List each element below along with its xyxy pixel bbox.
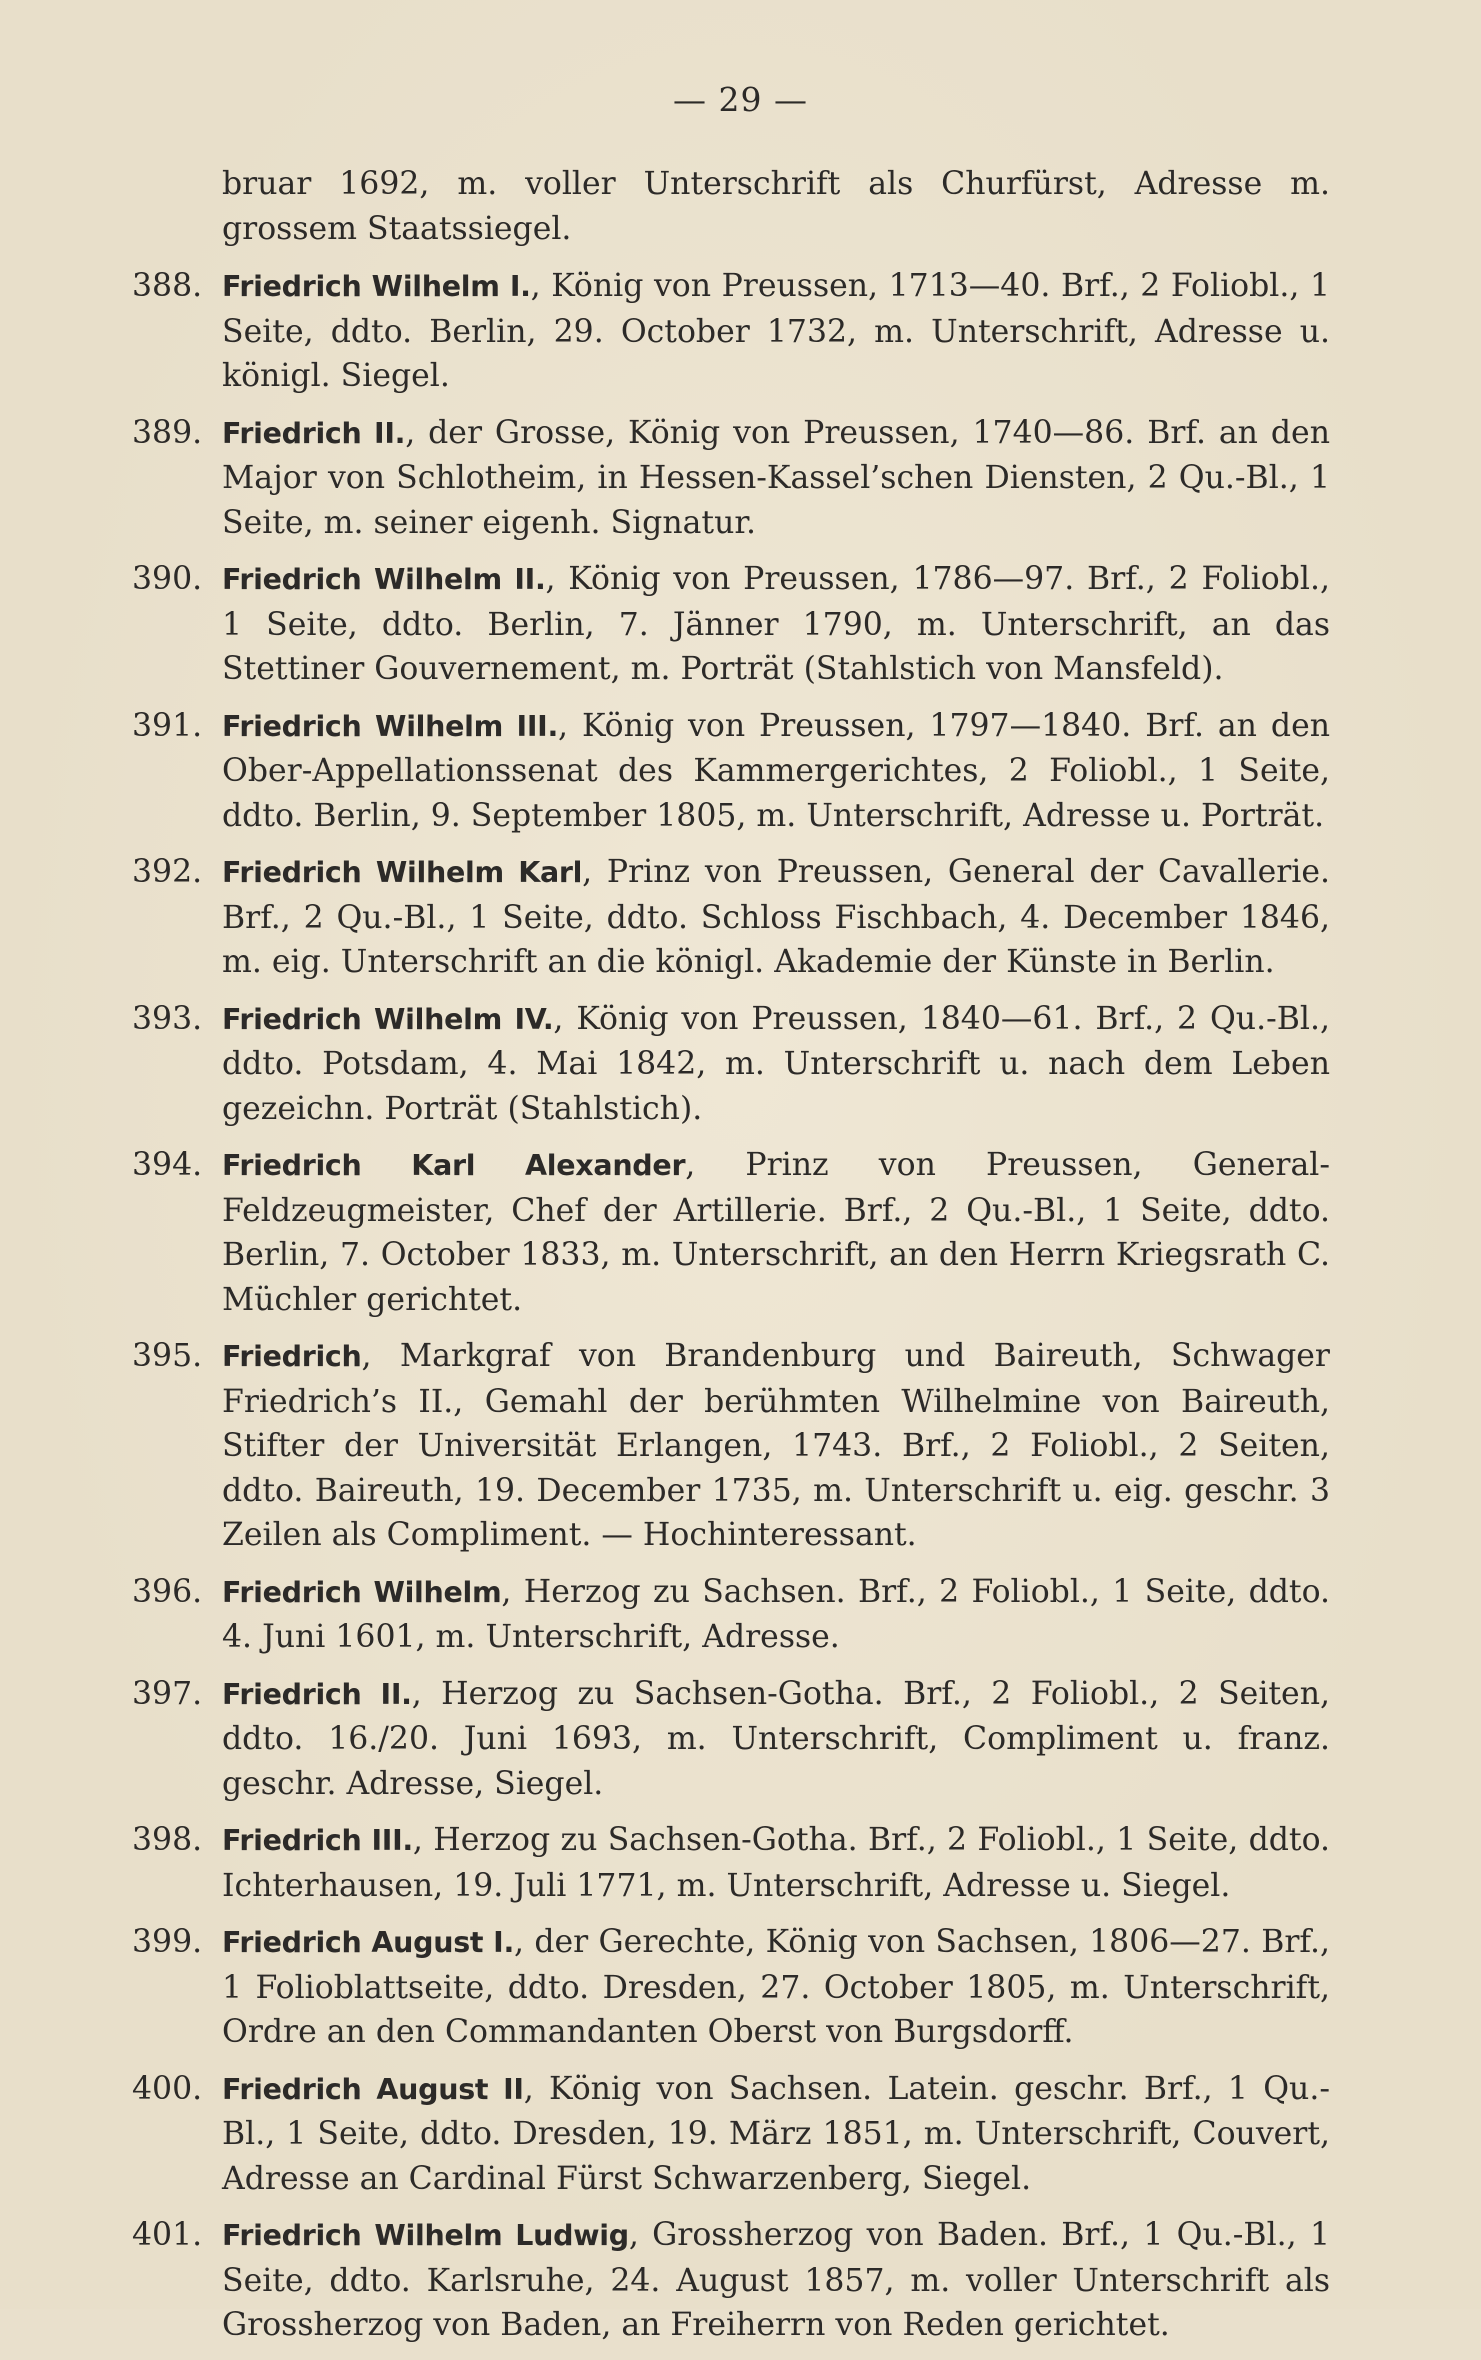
entry-description: , Herzog zu Sachsen-Gotha. Brf., 2 Foliobl., 2 Seiten, ddto. 16./20. Juni 1693, m. Unterschrift, Compliment u. franz. geschr. Adresse, Siegel. <box>222 1675 1331 1802</box>
entry-name: Friedrich Wilhelm Ludwig <box>222 2219 629 2252</box>
catalog-entry <box>132 264 1330 399</box>
catalog-entry <box>132 411 1330 546</box>
entry-name: Friedrich Wilhelm <box>222 1575 502 1609</box>
entry-number: 393. <box>132 1000 203 1037</box>
page-number: — 29 — <box>673 80 808 119</box>
entry-description: , Markgraf von Brandenburg und Baireuth, Schwager Friedrich’s II., Gemahl der berühmten Wilhelmine von Baireuth, Stifter der Universität Erlangen, 1743. Brf., 2 Foliobl., 2 Seiten, ddto. Baireuth, 19. December 1735, m. Unterschrift u. eig. geschr. 3 Zeilen als Compliment. — Hochinteressant. <box>222 1338 1330 1553</box>
catalog-entry <box>132 557 1330 692</box>
entry-name: Friedrich Wilhelm IV. <box>222 1002 554 1036</box>
entry-description: , Herzog zu Sachsen-Gotha. Brf., 2 Foliobl., 1 Seite, ddto. Ichterhausen, 19. Juli 1771, m. Unterschrift, Adresse u. Siegel. <box>222 1822 1330 1904</box>
entry-description: , Prinz von Preussen, General der Cavallerie. Brf., 2 Qu.-Bl., 1 Seite, ddto. Schloss Fischbach, 4. December 1846, m. eig. Unterschrift an die königl. Akademie der Künste in Berlin. <box>222 854 1330 980</box>
entry-name: Friedrich August II <box>222 2072 524 2106</box>
entry-number: 392. <box>132 854 203 890</box>
entry-description: , der Grosse, König von Preussen, 1740—86. Brf. an den Major von Schlotheim, in Hessen-Kassel’schen Diensten, 2 Qu.-Bl., 1 Seite, m. seiner eigenh. Signatur. <box>222 414 1330 541</box>
catalog-entry <box>132 704 1330 839</box>
entry-description: , König von Preussen, 1786—97. Brf., 2 Foliobl., 1 Seite, ddto. Berlin, 7. Jänner 1790, m. Unterschrift, an das Stettiner Gouvernement, m. Porträt (Stahlstich von Mansfeld). <box>222 561 1330 687</box>
entry-number: 401. <box>132 2217 203 2253</box>
entry-name: Friedrich Wilhelm I. <box>222 270 531 303</box>
catalog-entry <box>132 1334 1330 1558</box>
entry-number: 394. <box>132 1147 203 1183</box>
entry-description: , Prinz von Preussen, General-Feldzeugmeister, Chef der Artillerie. Brf., 2 Qu.-Bl., 1 Seite, ddto. Berlin, 7. October 1833, m. Unterschrift, an den Herrn Kriegsrath C. Müchler gerichtet. <box>222 1147 1330 1318</box>
entry-name: Friedrich III. <box>222 1824 413 1857</box>
catalog-entry <box>132 1818 1330 1908</box>
entry-number: 400. <box>132 2070 203 2107</box>
entry-name: Friedrich Karl Alexander <box>222 1149 686 1182</box>
entry-name: Friedrich Wilhelm Karl <box>222 856 583 889</box>
entry-number: 388. <box>132 268 203 304</box>
entry-description: , der Gerechte, König von Sachsen, 1806—27. Brf., 1 Folioblattseite, ddto. Dresden, 27. October 1805, m. Unterschrift, Ordre an den Commandanten Oberst von Burgsdorff. <box>222 1924 1330 2050</box>
entry-description: , König von Preussen, 1840—61. Brf., 2 Qu.-Bl., ddto. Potsdam, 4. Mai 1842, m. Unterschrift u. nach dem Leben gezeichn. Porträt (Stahlstich). <box>222 1000 1330 1127</box>
entry-description: , Grossherzog von Baden. Brf., 1 Qu.-Bl., 1 Seite, ddto. Karlsruhe, 24. August 1857, m. voller Unterschrift als Grossherzog von Baden, an Freiherrn von Reden gerichtet. <box>222 2217 1331 2343</box>
entry-description: , König von Preussen, 1713—40. Brf., 2 Foliobl., 1 Seite, ddto. Berlin, 29. October 1732, m. Unterschrift, Adresse u. königl. Siegel. <box>222 268 1330 394</box>
entry-number: 399. <box>132 1924 203 1960</box>
entry-description: , König von Preussen, 1797—1840. Brf. an den Ober-Appellationssenat des Kammergerichtes, 2 Foliobl., 1 Seite, ddto. Berlin, 9. September 1805, m. Unterschrift, Adresse u. Porträt. <box>222 707 1330 834</box>
entry-description: , König von Sachsen. Latein. geschr. Brf., 1 Qu.-Bl., 1 Seite, ddto. Dresden, 19. März 1851, m. Unterschrift, Couvert, Adresse an Cardinal Fürst Schwarzenberg, Siegel. <box>222 2070 1331 2197</box>
catalog-entry <box>132 1672 1331 1807</box>
catalog-entry <box>132 2213 1331 2348</box>
catalog-entry <box>132 1570 1330 1660</box>
entry-number: 397. <box>132 1675 203 1712</box>
entry-description: , Herzog zu Sachsen. Brf., 2 Foliobl., 1 Seite, ddto. 4. Juni 1601, m. Unterschrift, Adresse. <box>222 1573 1330 1655</box>
catalog-entry <box>132 2067 1331 2202</box>
entry-name: Friedrich II. <box>222 1677 412 1711</box>
entry-name: Friedrich <box>222 1340 362 1373</box>
catalog-entry <box>132 1143 1330 1322</box>
entry-number: 391. <box>132 707 203 744</box>
entry-name: Friedrich Wilhelm II. <box>222 563 546 596</box>
entry-name: Friedrich August I. <box>222 1926 515 1959</box>
catalog-entry <box>132 1920 1330 2055</box>
continued-entry-text: bruar 1692, m. voller Unterschrift als Churfürst, Adresse m. grossem Staatssiegel. <box>222 166 1330 247</box>
entry-number: 396. <box>132 1573 203 1610</box>
entry-name: Friedrich II. <box>222 416 406 450</box>
catalog-entry <box>132 997 1330 1132</box>
entry-name: Friedrich Wilhelm III. <box>222 709 558 743</box>
catalog-entry <box>132 850 1330 985</box>
entry-number: 389. <box>132 414 203 451</box>
entry-number: 390. <box>132 561 203 597</box>
entry-list <box>132 162 1331 2360</box>
entry-number: 395. <box>132 1338 203 1374</box>
entry-number: 398. <box>132 1822 203 1858</box>
